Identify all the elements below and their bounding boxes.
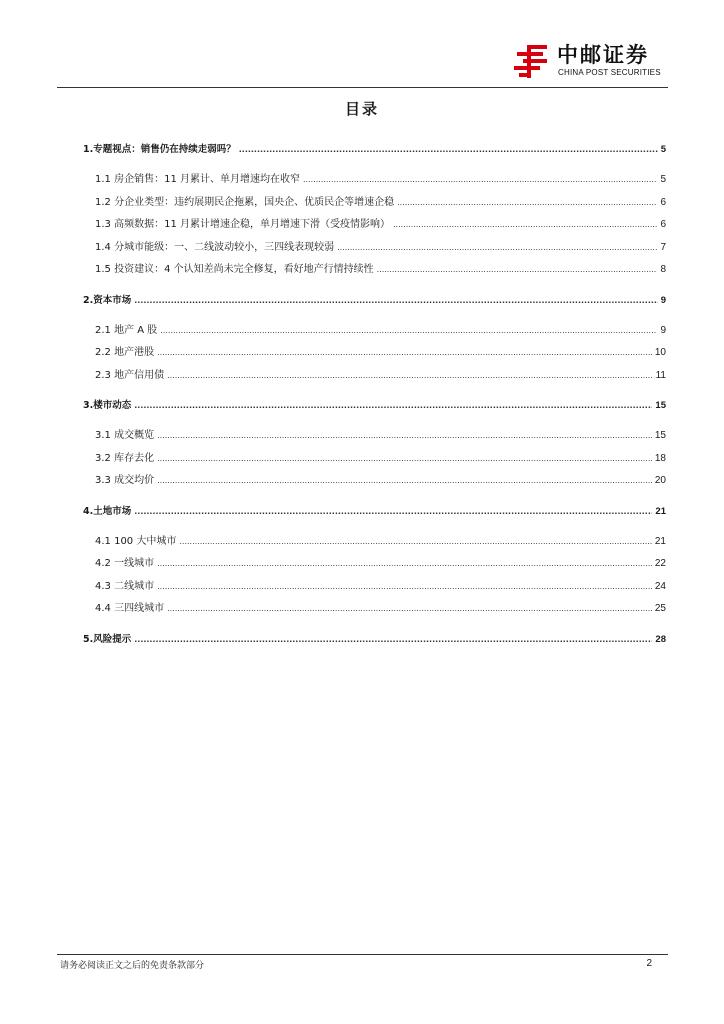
toc-entry-page: 18 — [654, 453, 666, 464]
toc-entry-text: 4.土地市场 — [83, 506, 132, 517]
toc-leader-dots — [157, 476, 652, 485]
page-number: 2 — [646, 958, 652, 969]
toc-entry[interactable] — [95, 170, 666, 186]
toc-entry-text: 3.1 成交概览 — [95, 430, 155, 441]
toc-entry[interactable] — [83, 631, 666, 647]
toc-entry[interactable] — [95, 366, 666, 382]
toc-leader-dots — [157, 454, 652, 463]
toc-leader-dots — [134, 401, 652, 410]
toc-entry-page: 6 — [660, 219, 666, 230]
toc-leader-dots — [377, 265, 658, 274]
toc-entry-page: 10 — [654, 347, 666, 358]
toc-entry-page: 21 — [654, 536, 666, 547]
toc-entry-text: 1.2 分企业类型：违约展期民企拖累，国央企、优质民企等增速企稳 — [95, 197, 395, 208]
toc-entry-text: 4.1 100 大中城市 — [95, 536, 177, 547]
brand-name-cn: 中邮证券 — [557, 43, 649, 67]
toc-entry-text: 4.3 二线城市 — [95, 581, 155, 592]
toc-entry-page: 20 — [654, 475, 666, 486]
toc-leader-dots — [179, 537, 652, 546]
toc-entry[interactable] — [95, 321, 666, 337]
toc-leader-dots — [157, 348, 652, 357]
toc-title: 目录 — [344, 100, 379, 118]
toc-entry[interactable] — [95, 449, 666, 465]
toc-entry[interactable] — [95, 554, 666, 570]
toc-entry-text: 2.资本市场 — [83, 295, 132, 306]
header-divider — [57, 87, 668, 88]
toc-entry-text: 3.3 成交均价 — [95, 475, 155, 486]
toc-entry-page: 15 — [654, 430, 666, 441]
toc-entry-page: 25 — [654, 603, 666, 614]
toc-entry[interactable] — [83, 503, 666, 519]
toc-entry-page: 24 — [654, 581, 666, 592]
toc-entry[interactable] — [83, 397, 666, 413]
toc-entry-page: 9 — [660, 325, 666, 336]
toc-entry[interactable] — [83, 292, 666, 308]
toc-entry-text: 3.楼市动态 — [83, 400, 132, 411]
brand-logo — [513, 42, 668, 82]
toc-leader-dots — [157, 582, 652, 591]
toc-leader-dots — [134, 635, 652, 644]
toc-entry[interactable] — [95, 471, 666, 487]
footer-disclaimer: 请务必阅读正文之后的免责条款部分 — [60, 961, 205, 971]
toc-leader-dots — [303, 175, 657, 184]
toc-entry-page: 5 — [660, 174, 666, 185]
toc-leader-dots — [157, 431, 652, 440]
toc-leader-dots — [393, 220, 657, 229]
china-post-logo-icon — [513, 42, 551, 80]
toc-entry[interactable] — [95, 260, 666, 276]
toc-entry-text: 1.3 高频数据：11 月累计增速企稳，单月增速下滑（受疫情影响） — [95, 219, 390, 230]
toc-entry-text: 2.3 地产信用债 — [95, 370, 165, 381]
toc-entry-text: 4.2 一线城市 — [95, 558, 155, 569]
toc-entry-text: 1.5 投资建议：4 个认知差尚未完全修复，看好地产行情持续性 — [95, 264, 374, 275]
toc-entry-text: 4.4 三四线城市 — [95, 603, 165, 614]
toc-entry-text: 1.专题视点：销售仍在持续走弱吗？ — [83, 144, 236, 155]
toc-leader-dots — [239, 145, 658, 154]
toc-entry[interactable] — [83, 141, 666, 157]
toc-entry-page: 11 — [655, 370, 666, 381]
toc-entry-page: 21 — [655, 506, 666, 517]
toc-entry[interactable] — [95, 343, 666, 359]
toc-entry-page: 6 — [660, 197, 666, 208]
toc-entry-text: 3.2 库存去化 — [95, 453, 155, 464]
toc-entry-text: 2.1 地产 A 股 — [95, 325, 158, 336]
toc-entry-page: 22 — [654, 558, 666, 569]
toc-entry[interactable] — [95, 215, 666, 231]
toc-entry[interactable] — [95, 599, 666, 615]
toc-entry-text: 2.2 地产港股 — [95, 347, 155, 358]
toc-entry-page: 15 — [655, 400, 666, 411]
toc-entry[interactable] — [95, 426, 666, 442]
footer-divider — [57, 954, 668, 955]
toc-leader-dots — [167, 371, 653, 380]
toc-entry-page: 5 — [660, 144, 666, 155]
brand-name-en: CHINA POST SECURITIES — [558, 68, 661, 77]
toc-leader-dots — [160, 326, 657, 335]
toc-leader-dots — [157, 559, 652, 568]
toc-leader-dots — [397, 198, 657, 207]
toc-leader-dots — [167, 604, 652, 613]
toc-leader-dots — [337, 243, 657, 252]
toc-entry-page: 28 — [655, 634, 666, 645]
toc-entry-text: 1.1 房企销售：11 月累计、单月增速均在收窄 — [95, 174, 300, 185]
toc-entry[interactable] — [95, 193, 666, 209]
toc-entry-page: 7 — [660, 242, 666, 253]
toc-entry-text: 1.4 分城市能级：一、二线波动较小，三四线表现较弱 — [95, 242, 335, 253]
toc-entry-page: 8 — [660, 264, 666, 275]
toc-leader-dots — [134, 507, 652, 516]
toc-entry[interactable] — [95, 532, 666, 548]
toc-entry-text: 5.风险提示 — [83, 634, 132, 645]
toc-entry[interactable] — [95, 577, 666, 593]
toc-entry[interactable] — [95, 238, 666, 254]
toc-entry-page: 9 — [660, 295, 666, 306]
toc-leader-dots — [134, 296, 657, 305]
